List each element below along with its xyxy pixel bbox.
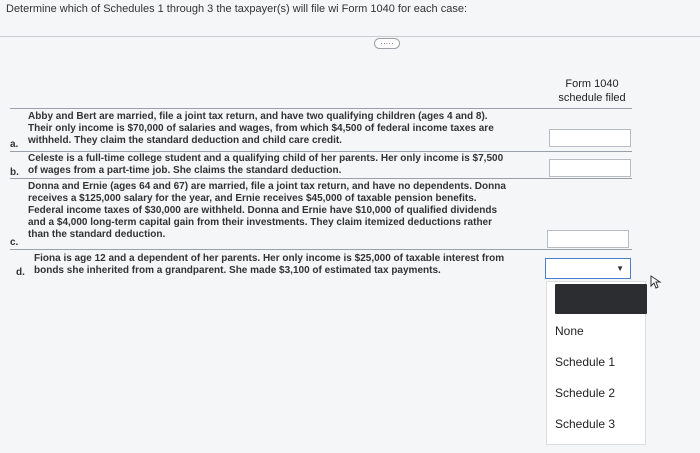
dropdown-option-schedule-2[interactable]: Schedule 2 bbox=[555, 386, 616, 400]
case-letter: c. bbox=[10, 237, 19, 248]
case-description: Donna and Ernie (ages 64 and 67) are married, file a joint tax return, and have no dependents. Donna receives a $125,000 salary for the year, and Ernie receives $45,000 of taxable pension benefits. Federal income taxes of $30,000 are withheld. Donna and Ernie have $10,000 of qualified dividends and a $4,000 long-term capital gain from their investments. They claim itemized deductions rather than the standard deduction. bbox=[28, 181, 506, 240]
case-row-d bbox=[10, 250, 632, 282]
case-letter: d. bbox=[16, 267, 25, 278]
case-letter: b. bbox=[10, 167, 19, 178]
top-divider bbox=[0, 36, 700, 37]
case-description: Fiona is age 12 and a dependent of her parents. Her only income is $25,000 of taxable interest from bonds she inherited from a grandparent. She made $3,100 of estimated tax payments. bbox=[34, 253, 505, 276]
column-header-line1: Form 1040 bbox=[565, 78, 619, 90]
answer-box-a[interactable] bbox=[549, 129, 631, 147]
dropdown-option-schedule-1[interactable]: Schedule 1 bbox=[555, 355, 616, 369]
case-row-c bbox=[10, 179, 632, 249]
column-header-line2: schedule filed bbox=[558, 92, 626, 104]
case-row-a bbox=[10, 109, 632, 151]
dropdown-highlighted-option[interactable] bbox=[555, 284, 647, 314]
instruction-text: Determine which of Schedules 1 through 3 the taxpayer(s) will file wi Form 1040 for each case: bbox=[6, 3, 467, 15]
case-letter: a. bbox=[10, 139, 19, 150]
column-header bbox=[552, 77, 632, 105]
chevron-down-icon: ▼ bbox=[616, 264, 624, 273]
schedule-dropdown-menu bbox=[546, 281, 646, 445]
answer-box-c[interactable] bbox=[547, 230, 629, 248]
expand-more-button[interactable]: ····· bbox=[374, 38, 400, 49]
schedule-select-d[interactable] bbox=[545, 258, 631, 279]
dropdown-option-schedule-3[interactable]: Schedule 3 bbox=[555, 417, 616, 431]
mouse-cursor-icon bbox=[650, 275, 662, 289]
case-description: Celeste is a full-time college student and a qualifying child of her parents. Her only income is $7,500 of wages from a part-time job. She claims the standard deduction. bbox=[28, 153, 504, 176]
answer-box-b[interactable] bbox=[549, 159, 631, 177]
dropdown-option-none[interactable]: None bbox=[555, 324, 584, 338]
case-description: Abby and Bert are married, file a joint tax return, and have two qualifying children (ages 4 and 8). Their only income is $70,000 of salaries and wages, from which $4,500 of federal income taxes are withheld. They claim the standard deduction and child care credit. bbox=[28, 111, 494, 146]
case-row-b bbox=[10, 151, 632, 178]
